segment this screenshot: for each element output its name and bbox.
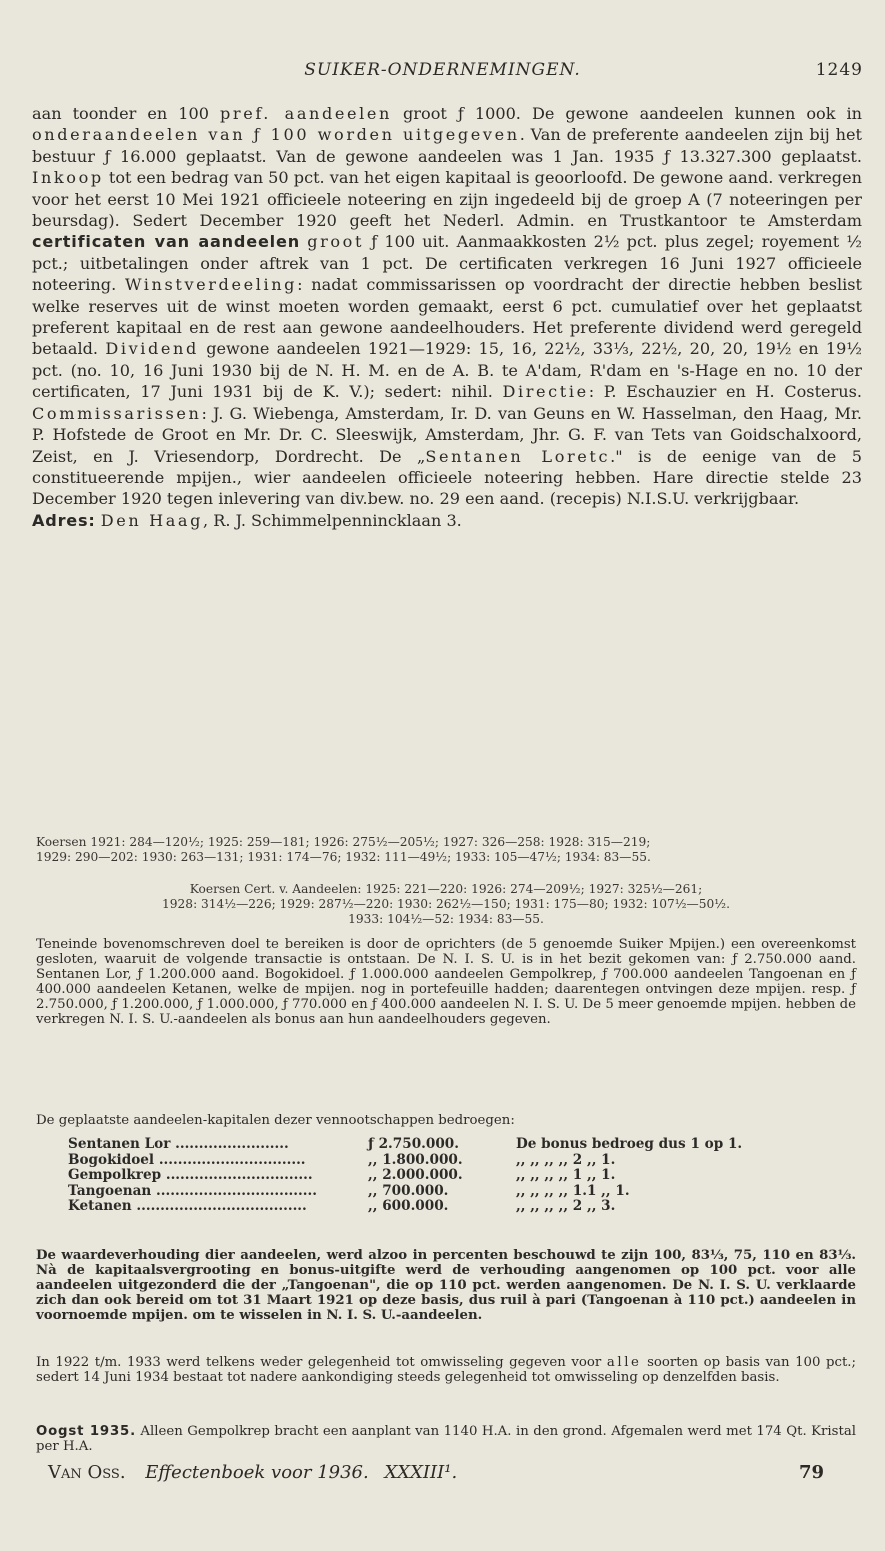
address-street: , R. J. Schimmelpennincklaan 3. [203, 510, 462, 530]
body-spaced-term: Commissarissen [32, 403, 202, 423]
body-text-segment: tot een bedrag van 50 pct. van het eigen kapitaal is geoorloofd. De gewone aand. verkregen voor het eerst 10 Mei 1921 officieele noteering en zijn ingedeeld bij de groep A (7 noteeringen per beursdag). Sedert December 1920 geeft het Nederl. Admin. en Trustkantoor te Amsterdam [32, 168, 862, 231]
bonus-ratio: De bonus bedroeg dus 1 op 1. [516, 1136, 743, 1152]
exchange-text: In 1922 t/m. 1933 werd telkens weder gelegenheid tot omwisseling gegeven voor [36, 1355, 607, 1370]
certificate-prices [36, 882, 856, 927]
share-prices-line: 1929: 290—202: 1930: 263—131; 1931: 174—76; 1932: 111—49½; 1933: 105—47½; 1934: 83—55. [36, 850, 651, 864]
harvest-label: Oogst 1935. [36, 1424, 136, 1439]
table-row [68, 1153, 828, 1169]
exchange-paragraph [36, 1355, 856, 1385]
table-row [68, 1199, 828, 1215]
capital-amount: ,, 2.000.000. [368, 1167, 463, 1183]
body-spaced-term: onderaandeelen van ƒ 100 worden uitgegeven [32, 125, 520, 145]
harvest-paragraph [36, 1424, 856, 1454]
company-description [32, 103, 862, 531]
company-name: Gempolkrep ............................... [68, 1167, 313, 1183]
valuation-paragraph: De waardeverhouding dier aandeelen, werd alzoo in percenten beschouwd te zijn 100, 83⅓, 75, 110 en 83⅓. Nà de kapitaalsvergrooting en bonus-uitgifte werd de verhouding aangenomen op 100 pct. voor alle aandeelen uitgezonderd die der „Tangoenan", die op 110 pct. werden aangenomen. De N. I. S. U. verklaarde zich dan ook bereid om tot 31 Maart 1921 op deze basis, dus ruil à pari (Tangoenan à 110 pct.) aandeelen in voornoemde mpijen. om te wisselen in N. I. S. U.-aandeelen. [36, 1248, 856, 1323]
body-spaced-term: Inkoop [32, 168, 104, 188]
address-label: Adres: [32, 510, 96, 530]
page-number: 1249 [815, 60, 863, 80]
exchange-text-rest: soorten op basis van 100 pct.; sedert 14 Juni 1934 bestaat tot nadere aankondiging steeds gelegenheid tot omwisseling op denzelfden basis. [36, 1355, 857, 1385]
capital-table [68, 1137, 828, 1215]
share-prices-line: Koersen 1921: 284—120½; 1925: 259—181; 1926: 275½—205½; 1927: 326—258: 1928: 315—219; [36, 835, 651, 849]
body-spaced-term: Dividend [105, 339, 199, 359]
share-prices [36, 835, 856, 865]
company-name: Bogokidoel ............................... [68, 1151, 306, 1168]
body-text-segment: : J. G. Wiebenga, Amsterdam, Ir. D. van Geuns en W. Hasselman, den Haag, Mr. P. Hofstede de Groot en Mr. Dr. C. Sleeswijk, Amsterdam, Jhr. G. F. van Tets van Goidschalxoord, Zeist, en J. Vriesendorp, Dordrecht. De „ [32, 403, 862, 466]
address-place: Den Haag [100, 510, 204, 530]
capital-amount: ,, 700.000. [368, 1182, 449, 1199]
company-name: Sentanen Lor ........................ [68, 1136, 289, 1152]
body-spaced-term: pref. aandeelen [220, 104, 392, 123]
footer-volume: XXXIII¹. [384, 1462, 458, 1483]
footer-sheet-number: 79 [798, 1462, 824, 1483]
company-name: Ketanen .................................... [68, 1198, 307, 1214]
capital-amount: ƒ 2.750.000. [368, 1136, 459, 1152]
page-footer [48, 1462, 848, 1492]
table-row [68, 1168, 828, 1184]
body-text-segment: aan toonder en 100 [32, 104, 220, 123]
capital-amount: ,, 1.800.000. [368, 1151, 463, 1168]
body-text-segment: : P. Eschauzier en H. Costerus. [588, 382, 862, 402]
certificate-prices-line: 1933: 104½—52: 1934: 83—55. [348, 912, 544, 926]
running-header [0, 60, 885, 90]
certificate-prices-line: 1928: 314½—226; 1929: 287½—220: 1930: 262½—150; 1931: 175—80; 1932: 107½—50½. [162, 897, 730, 911]
footer-publisher: Van Oss. [48, 1462, 126, 1483]
address-line [32, 510, 862, 531]
transaction-paragraph: Teneinde bovenomschreven doel te bereiken is door de oprichters (de 5 genoemde Suiker Mpijen.) een overeenkomst gesloten, waaruit de volgende transactie is ontstaan. De N. I. S. U. is in het bezit gekomen van: ƒ 2.750.000 aand. Sentanen Lor, ƒ 1.200.000 aand. Bogokidoel. ƒ 1.000.000 aandeelen Gempolkrep, ƒ 700.000 aandeelen Tangoenan en ƒ 400.000 aandeelen Ketanen, welke de mpijen. nog in portefeuille hadden; daarentegen ontvingen deze mpijen. resp. ƒ 2.750.000, ƒ 1.200.000, ƒ 1.000.000, ƒ 770.000 en ƒ 400.000 aandeelen N. I. S. U. De 5 meer genoemde mpijen. hebben de verkregen N. I. S. U.-aandeelen als bonus aan hun aandeelhouders gegeven. [36, 937, 856, 1027]
bonus-ratio: ,, ,, ,, ,, 2 ,, 3. [516, 1198, 616, 1214]
harvest-text: Alleen Gempolkrep bracht een aanplant van 1140 H.A. in den grond. Afgemalen werd met 174 Qt. Kristal per H.A. [36, 1424, 856, 1454]
body-bold-term: certificaten van aandeelen [32, 232, 300, 252]
footer-book-title: Effectenboek voor 1936. [145, 1462, 369, 1483]
table-row [68, 1184, 828, 1200]
body-text-segment: gewone aandeelen 1921—1929: 15, 16, 22½, 33⅓, 22½, 20, 20, 19½ en 19½ pct. (no. 10, 16 Juni 1930 bij de N. H. M. en de A. B. te A'dam, R'dam en 's-Hage en no. 10 der certificaten, 17 Juni 1931 bij de K. V.); sedert: nihil. [32, 339, 862, 402]
body-spaced-term: Winstverdeeling [124, 275, 298, 295]
bonus-ratio: ,, ,, ,, ,, 1.1 ,, 1. [516, 1182, 630, 1199]
body-spaced-term: Sentanen Loretc [425, 446, 611, 466]
bonus-ratio: ,, ,, ,, ,, 2 ,, 1. [516, 1151, 616, 1168]
exchange-spaced: alle [606, 1355, 642, 1370]
body-text-segment: : nadat commissarissen op voordracht der directie hebben beslist welke reserves uit de winst moeten worden gemaakt, eerst 6 pct. cumulatief over het geplaatst preferent kapitaal en de rest aan gewone aandeelhouders. Het preferente dividend werd geregeld betaald. [32, 275, 862, 359]
body-spaced-term: Directie [502, 382, 589, 402]
certificate-prices-line: Koersen Cert. v. Aandeelen: 1925: 221—220: 1926: 274—209½; 1927: 325½—261; [189, 882, 703, 896]
bonus-ratio: ,, ,, ,, ,, 1 ,, 1. [516, 1167, 616, 1183]
company-name: Tangoenan .................................. [68, 1182, 317, 1199]
body-text-segment: ƒ 100 uit. Aanmaakkosten 2½ pct. plus zegel; royement ½ pct.; uitbetalingen onder aftrek van 1 pct. De certificaten verkregen 16 Juni 1927 officieele noteering. [32, 232, 862, 295]
table-intro: De geplaatste aandeelen-kapitalen dezer vennootschappen bedroegen: [36, 1113, 515, 1128]
body-text-segment: ." is de eenige van de 5 constitueerende mpijen., wier aandeelen officieele noteering hebben. Hare directie stelde 23 December 1920 tegen inlevering van div.bew. no. 29 een aand. (recepis) N.I.S.U. verkrijgbaar. [32, 446, 863, 509]
body-text-segment: . Van de preferente aandeelen zijn bij het bestuur ƒ 16.000 geplaatst. Van de gewone aandeelen was 1 Jan. 1935 ƒ 13.327.300 geplaatst. [32, 125, 863, 166]
body-spaced-term: groot [307, 232, 365, 252]
body-text-segment: groot ƒ 1000. De gewone aandeelen kunnen ook in [391, 104, 863, 123]
capital-amount: ,, 600.000. [368, 1198, 449, 1214]
header-title: SUIKER-ONDERNEMINGEN. [304, 60, 581, 80]
table-row [68, 1137, 828, 1153]
